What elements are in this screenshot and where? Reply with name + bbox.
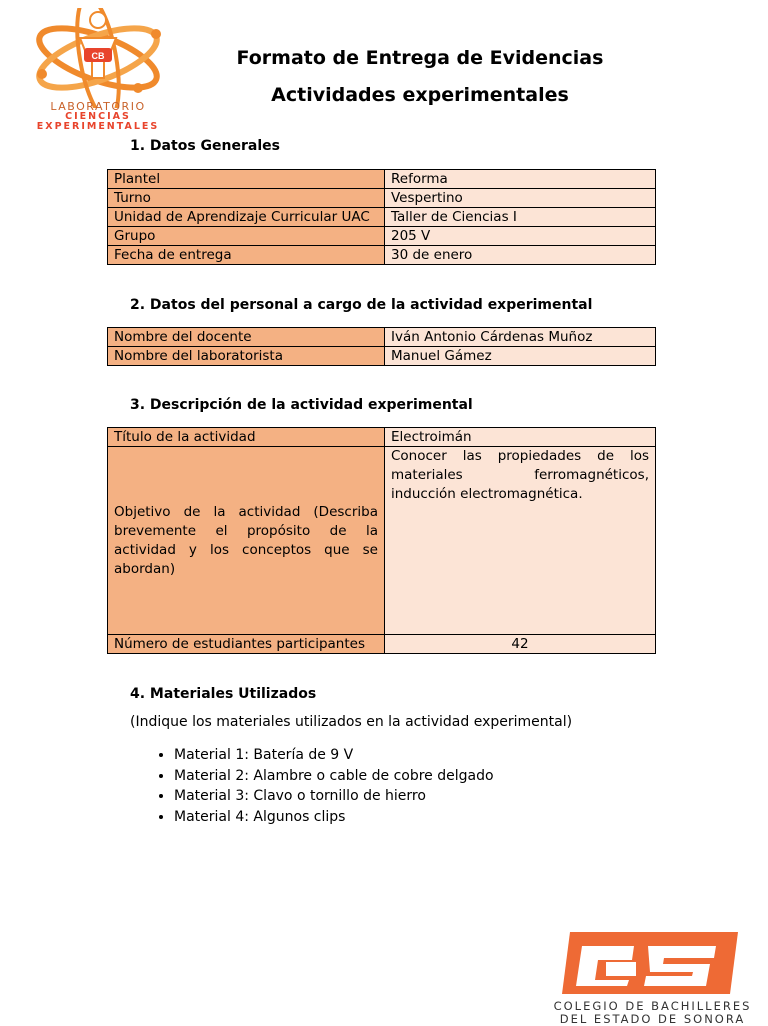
section4-heading: 4. Materiales Utilizados	[130, 686, 317, 702]
table-row	[108, 170, 656, 189]
table-row	[108, 189, 656, 208]
materials-list	[150, 745, 494, 827]
row-value: 205 V	[385, 227, 656, 246]
row-value: Manuel Gámez	[385, 347, 656, 366]
row-label: Plantel	[108, 170, 385, 189]
table-row	[108, 347, 656, 366]
lab-logo-line3: EXPERIMENTALES	[36, 121, 160, 132]
atom-icon	[20, 8, 176, 108]
lab-logo-line1: LABORATORIO	[50, 100, 146, 113]
list-item: • Material 3: Clavo o tornillo de hierro	[174, 786, 494, 807]
activity-title-label: Título de la actividad	[108, 428, 385, 447]
list-item: • Material 2: Alambre o cable de cobre delgado	[174, 766, 494, 787]
section1-heading: 1. Datos Generales	[130, 138, 280, 154]
list-item: • Material 4: Algunos clips	[174, 807, 494, 828]
table-row	[108, 208, 656, 227]
page-title: Formato de Entrega de Evidencias	[236, 47, 604, 69]
students-label: Número de estudiantes participantes	[108, 635, 385, 654]
cobach-line2: DEL ESTADO DE SONORA	[559, 1012, 746, 1026]
row-label: Nombre del docente	[108, 328, 385, 347]
svg-text:CB: CB	[91, 51, 105, 61]
row-label: Nombre del laboratorista	[108, 347, 385, 366]
table-row	[108, 635, 656, 654]
activity-title-value: Electroimán	[385, 428, 656, 447]
row-value: Reforma	[385, 170, 656, 189]
row-label: Fecha de entrega	[108, 246, 385, 265]
objective-label: Objetivo de la actividad (Describa brevemente el propósito de la actividad y los conceptos que se abordan)	[108, 447, 385, 635]
table-row	[108, 246, 656, 265]
list-item: • Material 1: Batería de 9 V	[174, 745, 494, 766]
row-label: Unidad de Aprendizaje Curricular UAC	[108, 208, 385, 227]
lab-logo-line2: CIENCIAS	[65, 111, 131, 122]
row-value: 30 de enero	[385, 246, 656, 265]
students-value: 42	[385, 635, 656, 654]
row-value: Iván Antonio Cárdenas Muñoz	[385, 328, 656, 347]
cobach-logo	[540, 928, 765, 1024]
staff-table	[107, 327, 656, 366]
section3-heading: 3. Descripción de la actividad experimental	[130, 397, 473, 413]
cobach-line1: COLEGIO DE BACHILLERES	[553, 999, 752, 1013]
table-row	[108, 328, 656, 347]
row-label: Grupo	[108, 227, 385, 246]
row-value: Vespertino	[385, 189, 656, 208]
objective-value: Conocer las propiedades de los materiales ferromagnéticos, inducción electromagnética.	[385, 447, 656, 635]
row-value: Taller de Ciencias I	[385, 208, 656, 227]
general-data-table	[107, 169, 656, 265]
table-row	[108, 227, 656, 246]
cobach-emblem-icon	[540, 928, 765, 998]
section2-heading: 2. Datos del personal a cargo de la actividad experimental	[130, 297, 593, 313]
page-subtitle: Actividades experimentales	[271, 84, 569, 106]
table-row	[108, 428, 656, 447]
materials-instructions: (Indique los materiales utilizados en la actividad experimental)	[130, 714, 573, 730]
row-label: Turno	[108, 189, 385, 208]
activity-table	[107, 427, 656, 654]
table-row	[108, 447, 656, 635]
lab-logo	[20, 8, 176, 133]
